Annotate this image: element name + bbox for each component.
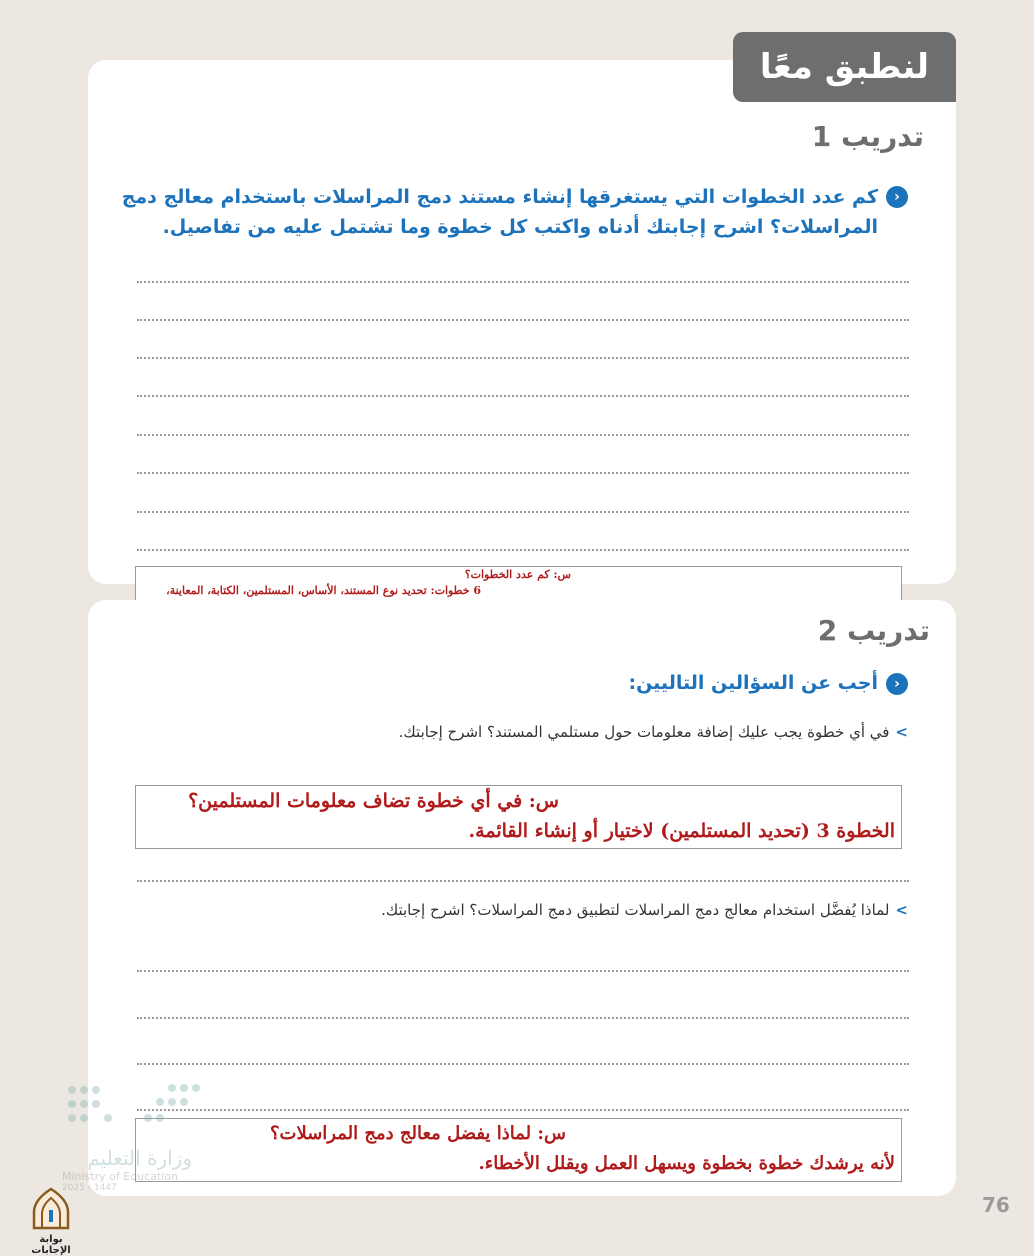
answer-line [137,395,909,397]
answer-line [137,281,909,283]
ministry-name-english: Ministry of Education [62,1170,179,1183]
question-2-text: لماذا يُفضَّل استخدام معالج دمج المراسلات لتطبيق دمج المراسلات؟ اشرح إجابتك. [381,901,890,919]
exercise-2-answer-2-box [135,1118,902,1182]
answer-1-text: الخطوة 3 (تحديد المستلمين) لاختيار أو إنشاء القائمة. [468,820,895,842]
arrow-right-icon: > [895,723,908,741]
answer-line [137,472,909,474]
ministry-logo-icon [62,1080,212,1140]
answer-2-text: لأنه يرشدك خطوة بخطوة ويسهل العمل ويقلل الأخطاء. [478,1153,895,1174]
exercise-1-heading: تدريب 1 [811,120,924,153]
lets-apply-banner: لنطبق معًا [733,32,956,102]
page-number: 76 [982,1193,1010,1217]
answer-line [137,357,909,359]
answer-2-question: س: لماذا يفضل معالج دمج المراسلات؟ [269,1123,566,1144]
exercise-1-answer-box [135,566,902,604]
answer-line [137,880,909,882]
answer-1-question: س: في أي خطوة تضاف معلومات المستلمين؟ [188,790,559,812]
exercise-2-heading: تدريب 2 [817,614,930,647]
exercise-2-question-1 [208,720,908,744]
exercise-1-answer-question: س: كم عدد الخطوات؟ [464,568,571,581]
question-1-text: في أي خطوة يجب عليك إضافة معلومات حول مستلمي المستند؟ اشرح إجابتك. [398,723,890,741]
exercise-2-question-2 [208,898,908,922]
ministry-year: 2025 - 1447 [62,1183,117,1193]
answer-line [137,1109,909,1111]
answers-portal-logo[interactable] [18,1186,84,1256]
chevron-right-icon: › [886,673,908,695]
dome-icon [18,1186,84,1230]
exercise-1-question-line1: كم عدد الخطوات التي يستغرقها إنشاء مستند دمج المراسلات باستخدام معالج دمج [121,186,878,208]
answer-line [137,319,909,321]
chevron-right-icon: › [886,186,908,208]
exercise-2-answer-1-box [135,785,902,849]
answer-line [137,1063,909,1065]
exercise-1-answer-text: 6 خطوات: تحديد نوع المستند، الأساس، المستلمين، الكتابة، المعاينة، [166,584,481,597]
ministry-watermark [62,1080,212,1200]
answer-line [137,511,909,513]
answer-line [137,970,909,972]
exercise-1-question-line2: المراسلات؟ اشرح إجابتك أدناه واكتب كل خطوة وما تشتمل عليه من تفاصيل. [162,216,878,238]
exercise-2-instruction: أجب عن السؤالين التاليين: [628,672,878,694]
ministry-name-arabic: وزارة التعليم [87,1146,192,1170]
logo-label: بوابة الإجابات [31,1234,71,1256]
answer-line [137,434,909,436]
arrow-right-icon: > [895,901,908,919]
answer-line [137,1017,909,1019]
answer-line [137,549,909,551]
